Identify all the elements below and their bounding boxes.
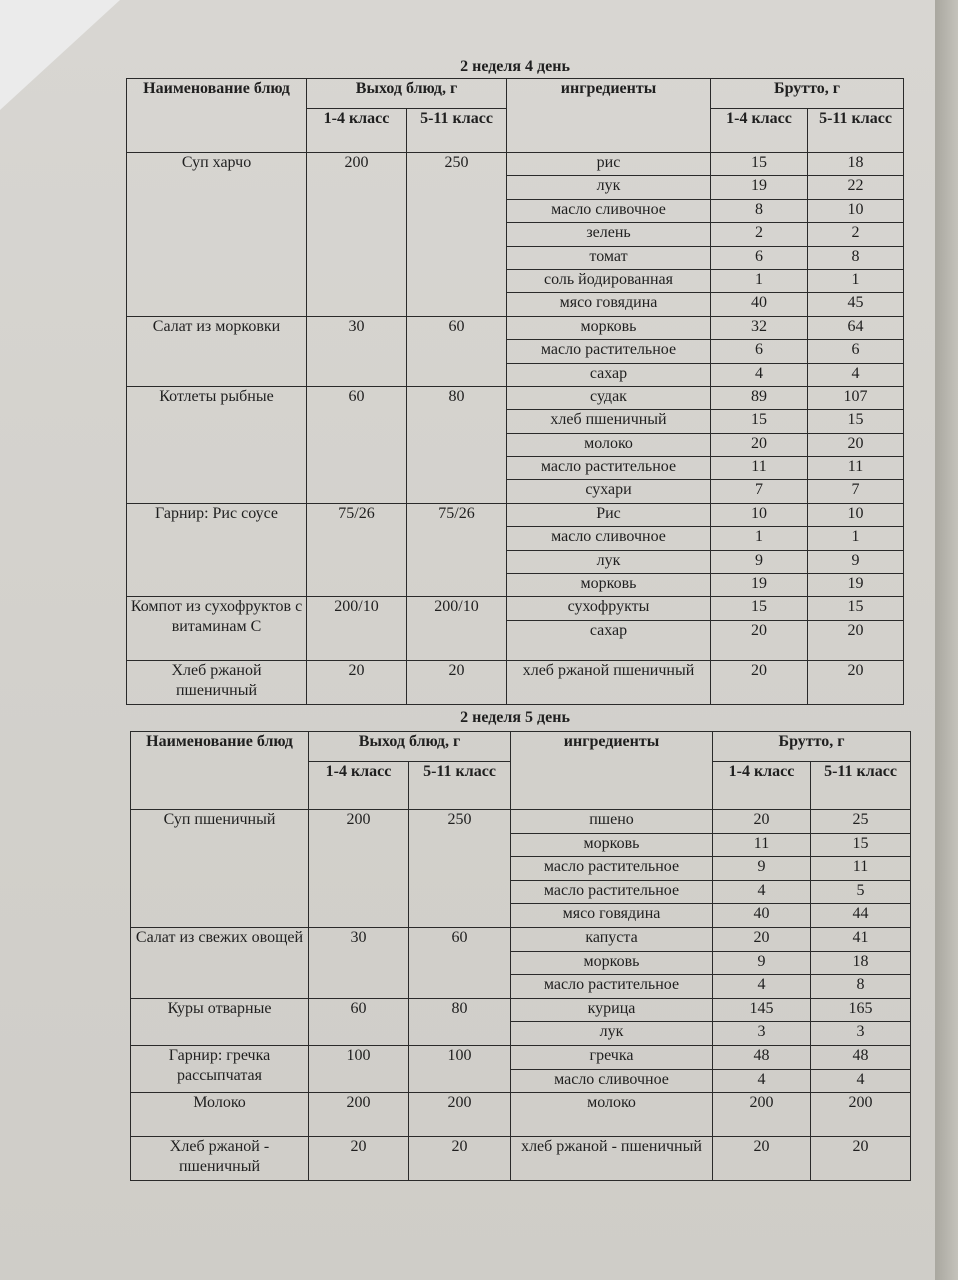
brutto-grade-1-4: 8 (711, 199, 808, 222)
brutto-grade-5-11: 20 (811, 1137, 911, 1181)
ingredient-name: морковь (511, 833, 713, 857)
brutto-grade-5-11: 9 (808, 550, 904, 573)
brutto-grade-5-11: 8 (808, 246, 904, 269)
ingredient-name: хлеб пшеничный (507, 410, 711, 433)
brutto-grade-5-11: 41 (811, 927, 911, 951)
brutto-grade-1-4: 4 (713, 975, 811, 999)
brutto-grade-5-11: 7 (808, 480, 904, 503)
dish-name: Компот из сухофруктов с витаминам С (127, 597, 307, 660)
ingredient-name: молоко (507, 433, 711, 456)
table-row (131, 1137, 911, 1181)
background-edge (935, 0, 958, 1280)
dish-output-grade-5-11: 60 (409, 927, 511, 998)
table-row (127, 503, 904, 526)
dish-output-grade-1-4: 200 (307, 153, 407, 317)
dish-output-grade-5-11: 75/26 (407, 503, 507, 597)
dish-output-grade-1-4: 20 (309, 1137, 409, 1181)
brutto-grade-1-4: 2 (711, 223, 808, 246)
dish-output-grade-1-4: 200 (309, 810, 409, 928)
brutto-grade-5-11: 4 (811, 1069, 911, 1093)
dish-output-grade-5-11: 250 (407, 153, 507, 317)
brutto-grade-5-11: 19 (808, 574, 904, 597)
table-row (127, 316, 904, 339)
brutto-grade-1-4: 20 (711, 620, 808, 660)
brutto-grade-5-11: 20 (808, 620, 904, 660)
brutto-grade-5-11: 18 (811, 951, 911, 975)
brutto-grade-1-4: 19 (711, 176, 808, 199)
ingredient-name: рис (507, 153, 711, 176)
ingredient-name: Рис (507, 503, 711, 526)
brutto-grade-1-4: 48 (713, 1045, 811, 1069)
brutto-grade-1-4: 4 (713, 1069, 811, 1093)
dish-name: Гарнир: Рис соусе (127, 503, 307, 597)
ingredient-name: гречка (511, 1045, 713, 1069)
ingredient-name: курица (511, 998, 713, 1022)
ingredient-name: капуста (511, 927, 713, 951)
ingredient-name: масло сливочное (511, 1069, 713, 1093)
brutto-grade-1-4: 9 (711, 550, 808, 573)
brutto-grade-1-4: 15 (711, 597, 808, 620)
brutto-grade-5-11: 20 (808, 433, 904, 456)
ingredient-name: морковь (507, 574, 711, 597)
dish-output-grade-5-11: 20 (409, 1137, 511, 1181)
brutto-grade-5-11: 45 (808, 293, 904, 316)
brutto-grade-5-11: 107 (808, 386, 904, 409)
dish-output-grade-5-11: 60 (407, 316, 507, 386)
dish-output-grade-5-11: 200/10 (407, 597, 507, 660)
brutto-grade-1-4: 3 (713, 1022, 811, 1046)
brutto-grade-1-4: 20 (713, 1137, 811, 1181)
dish-name: Суп пшеничный (131, 810, 309, 928)
brutto-grade-5-11: 25 (811, 810, 911, 834)
dish-output-grade-5-11: 80 (407, 386, 507, 503)
dish-output-grade-5-11: 100 (409, 1045, 511, 1092)
dish-output-grade-5-11: 250 (409, 810, 511, 928)
ingredient-name: томат (507, 246, 711, 269)
brutto-grade-5-11: 4 (808, 363, 904, 386)
header-ingredients: ингредиенты (511, 732, 713, 810)
header-ingredients: ингредиенты (507, 79, 711, 153)
brutto-grade-5-11: 200 (811, 1093, 911, 1137)
brutto-grade-5-11: 18 (808, 153, 904, 176)
brutto-grade-1-4: 7 (711, 480, 808, 503)
ingredient-name: зелень (507, 223, 711, 246)
brutto-grade-1-4: 15 (711, 410, 808, 433)
brutto-grade-1-4: 20 (711, 660, 808, 704)
ingredient-name: соль йодированная (507, 269, 711, 292)
header-output-grade-5-11: 5-11 класс (409, 762, 511, 810)
dish-name: Котлеты рыбные (127, 386, 307, 503)
brutto-grade-1-4: 6 (711, 246, 808, 269)
brutto-grade-1-4: 40 (711, 293, 808, 316)
dish-name: Хлеб ржаной пшеничный (127, 660, 307, 704)
table-2-title: 2 неделя 5 день (460, 709, 570, 726)
header-output-grade-1-4: 1-4 класс (307, 109, 407, 153)
brutto-grade-1-4: 10 (711, 503, 808, 526)
brutto-grade-1-4: 6 (711, 340, 808, 363)
ingredient-name: молоко (511, 1093, 713, 1137)
ingredient-name: масло сливочное (507, 199, 711, 222)
brutto-grade-1-4: 89 (711, 386, 808, 409)
table-1-title: 2 неделя 4 день (460, 58, 570, 75)
dish-name: Гарнир: гречка рассыпчатая (131, 1045, 309, 1092)
menu-table-week2-day5 (130, 731, 911, 1181)
brutto-grade-1-4: 11 (713, 833, 811, 857)
brutto-grade-1-4: 200 (713, 1093, 811, 1137)
brutto-grade-5-11: 5 (811, 880, 911, 904)
brutto-grade-1-4: 9 (713, 951, 811, 975)
dish-name: Молоко (131, 1093, 309, 1137)
dish-output-grade-1-4: 200 (309, 1093, 409, 1137)
dish-output-grade-1-4: 30 (309, 927, 409, 998)
ingredient-name: масло сливочное (507, 527, 711, 550)
dish-name: Хлеб ржаной - пшеничный (131, 1137, 309, 1181)
brutto-grade-5-11: 8 (811, 975, 911, 999)
brutto-grade-1-4: 40 (713, 904, 811, 928)
dish-output-grade-5-11: 20 (407, 660, 507, 704)
header-brutto-grade-1-4: 1-4 класс (711, 109, 808, 153)
header-brutto: Брутто, г (711, 79, 904, 109)
header-output-grade-5-11: 5-11 класс (407, 109, 507, 153)
ingredient-name: морковь (507, 316, 711, 339)
brutto-grade-1-4: 4 (711, 363, 808, 386)
brutto-grade-1-4: 20 (713, 927, 811, 951)
brutto-grade-1-4: 32 (711, 316, 808, 339)
ingredient-name: масло растительное (507, 457, 711, 480)
ingredient-name: пшено (511, 810, 713, 834)
dish-output-grade-1-4: 75/26 (307, 503, 407, 597)
ingredient-name: сухари (507, 480, 711, 503)
dish-output-grade-1-4: 200/10 (307, 597, 407, 660)
brutto-grade-1-4: 145 (713, 998, 811, 1022)
ingredient-name: мясо говядина (511, 904, 713, 928)
header-brutto: Брутто, г (713, 732, 911, 762)
header-dish-name: Наименование блюд (127, 79, 307, 153)
brutto-grade-5-11: 165 (811, 998, 911, 1022)
brutto-grade-5-11: 2 (808, 223, 904, 246)
ingredient-name: лук (511, 1022, 713, 1046)
ingredient-name: лук (507, 550, 711, 573)
brutto-grade-5-11: 1 (808, 269, 904, 292)
menu-table-week2-day4 (126, 78, 904, 705)
header-dish-name: Наименование блюд (131, 732, 309, 810)
brutto-grade-1-4: 11 (711, 457, 808, 480)
table-row (127, 386, 904, 409)
brutto-grade-1-4: 20 (713, 810, 811, 834)
brutto-grade-5-11: 1 (808, 527, 904, 550)
brutto-grade-5-11: 11 (808, 457, 904, 480)
paper-fold (0, 0, 120, 110)
brutto-grade-1-4: 19 (711, 574, 808, 597)
ingredient-name: сахар (507, 363, 711, 386)
dish-output-grade-1-4: 30 (307, 316, 407, 386)
brutto-grade-1-4: 20 (711, 433, 808, 456)
header-brutto-grade-1-4: 1-4 класс (713, 762, 811, 810)
dish-name: Салат из свежих овощей (131, 927, 309, 998)
brutto-grade-5-11: 64 (808, 316, 904, 339)
brutto-grade-5-11: 3 (811, 1022, 911, 1046)
ingredient-name: сахар (507, 620, 711, 660)
dish-output-grade-1-4: 100 (309, 1045, 409, 1092)
ingredient-name: лук (507, 176, 711, 199)
brutto-grade-5-11: 20 (808, 660, 904, 704)
header-brutto-grade-5-11: 5-11 класс (811, 762, 911, 810)
brutto-grade-1-4: 9 (713, 857, 811, 881)
ingredient-name: масло растительное (507, 340, 711, 363)
brutto-grade-5-11: 22 (808, 176, 904, 199)
header-output-grade-1-4: 1-4 класс (309, 762, 409, 810)
ingredient-name: масло растительное (511, 975, 713, 999)
ingredient-name: хлеб ржаной пшеничный (507, 660, 711, 704)
table-row (131, 927, 911, 951)
table-row (131, 810, 911, 834)
brutto-grade-1-4: 4 (713, 880, 811, 904)
dish-name: Салат из морковки (127, 316, 307, 386)
brutto-grade-5-11: 15 (811, 833, 911, 857)
header-row (127, 79, 904, 109)
dish-output-grade-1-4: 60 (307, 386, 407, 503)
header-output: Выход блюд, г (307, 79, 507, 109)
ingredient-name: морковь (511, 951, 713, 975)
brutto-grade-1-4: 15 (711, 153, 808, 176)
ingredient-name: масло растительное (511, 857, 713, 881)
ingredient-name: хлеб ржаной - пшеничный (511, 1137, 713, 1181)
brutto-grade-5-11: 15 (808, 597, 904, 620)
ingredient-name: сухофрукты (507, 597, 711, 620)
table-row (131, 998, 911, 1022)
dish-output-grade-1-4: 20 (307, 660, 407, 704)
dish-name: Суп харчо (127, 153, 307, 317)
brutto-grade-5-11: 10 (808, 199, 904, 222)
header-output: Выход блюд, г (309, 732, 511, 762)
brutto-grade-5-11: 11 (811, 857, 911, 881)
brutto-grade-1-4: 1 (711, 527, 808, 550)
header-brutto-grade-5-11: 5-11 класс (808, 109, 904, 153)
brutto-grade-1-4: 1 (711, 269, 808, 292)
brutto-grade-5-11: 44 (811, 904, 911, 928)
dish-output-grade-5-11: 200 (409, 1093, 511, 1137)
ingredient-name: судак (507, 386, 711, 409)
table-row (131, 1093, 911, 1137)
brutto-grade-5-11: 48 (811, 1045, 911, 1069)
dish-name: Куры отварные (131, 998, 309, 1045)
dish-output-grade-1-4: 60 (309, 998, 409, 1045)
ingredient-name: мясо говядина (507, 293, 711, 316)
table-row (127, 660, 904, 704)
header-row (131, 732, 911, 762)
ingredient-name: масло растительное (511, 880, 713, 904)
brutto-grade-5-11: 10 (808, 503, 904, 526)
table-row (131, 1045, 911, 1069)
table-row (127, 597, 904, 620)
table-row (127, 153, 904, 176)
brutto-grade-5-11: 6 (808, 340, 904, 363)
dish-output-grade-5-11: 80 (409, 998, 511, 1045)
brutto-grade-5-11: 15 (808, 410, 904, 433)
